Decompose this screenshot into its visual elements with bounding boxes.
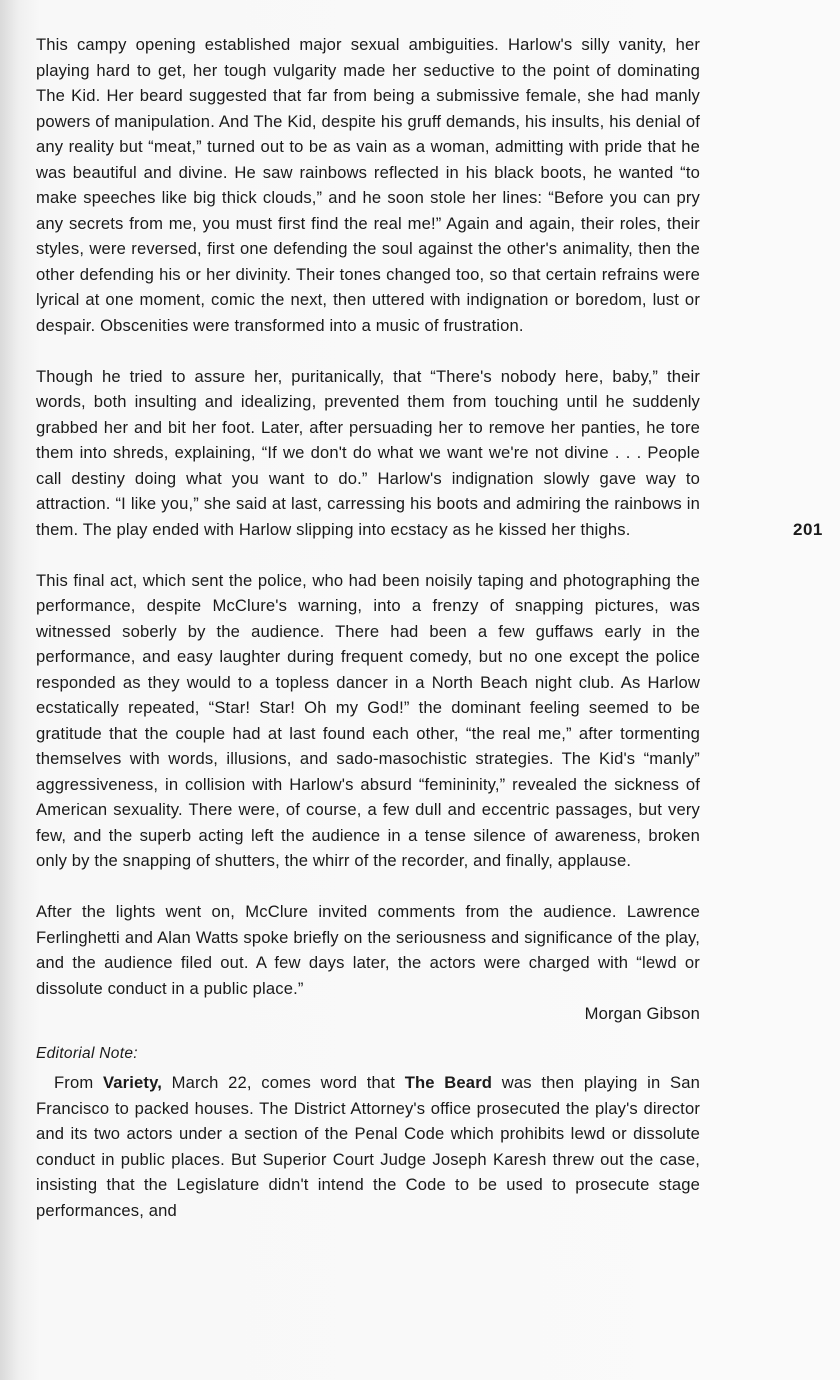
- editorial-note-play-title: The Beard: [404, 1073, 493, 1092]
- editorial-note-source: Variety,: [102, 1073, 162, 1092]
- editorial-note-text-1: From: [54, 1073, 103, 1092]
- paragraph-after-lights: After the lights went on, McClure invited comments from the audience. Lawrence Ferlinghetti and Alan Watts spoke briefly on the seriousness and significance of the play, and the audience filed out. A few days later, the actors were charged with “lewd or dissolute conduct in a public place.”: [36, 902, 700, 998]
- text-column: [36, 32, 700, 1223]
- paragraph-campy-opening: This campy opening established major sexual ambiguities. Harlow's silly vanity, her playing hard to get, her tough vulgarity made her seductive to the point of dominating The Kid. Her beard suggested that far from being a submissive female, she had manly powers of manipulation. And The Kid, despite his gruff demands, his insults, his denial of any reality but “meat,” turned out to be as vain as a woman, admitting with pride that he was beautiful and divine. He saw rainbows reflected in his black boots, he wanted “to make speeches like big thick clouds,” and he soon stole her lines: “Before you can pry any secrets from me, you must first find the real me!” Again and again, their roles, their styles, were reversed, first one defending the soul against the other's animality, then the other defending his or her divinity. Their tones changed too, so that certain refrains were lyrical at one moment, comic the next, then uttered with indignation or boredom, lust or despair. Obscenities were transformed into a music of frustration.: [36, 35, 700, 335]
- paragraph-final-act: This final act, which sent the police, who had been noisily taping and photographing the performance, despite McClure's warning, into a frenzy of snapping pictures, was witnessed soberly by the audience. There had been a few guffaws early in the performance, and easy laughter during frequent comedy, but no one except the police responded as they would to a topless dancer in a North Beach night club. As Harlow ecstatically repeated, “Star! Star! Oh my God!” the dominant feeling seemed to be gratitude that the couple had at last found each other, “the real me,” after tormenting themselves with words, illusions, and sado-masochistic strategies. The Kid's “manly” aggressiveness, in collision with Harlow's absurd “femininity,” revealed the sickness of American sexuality. There were, of course, a few dull and eccentric passages, but very few, and the superb acting left the audience in a tense silence of awareness, broken only by the snapping of shutters, the whirr of the recorder, and finally, applause.: [36, 570, 700, 870]
- editorial-note-text-3: was then playing in San Francisco to packed houses. The District Attorney's office prosecuted the play's director and its two actors under a section of the Penal Code which prohibits lewd or dissolute conduct in public places. But Superior Court Judge Joseph Karesh threw out the case, insisting that the Legislature didn't intend the Code to be used to prosecute stage performances, and: [36, 1073, 701, 1220]
- paragraph-puritanical-assurance: Though he tried to assure her, puritanically, that “There's nobody here, baby,” their words, both insulting and idealizing, prevented them from touching until he suddenly grabbed her and bit her foot. Later, after persuading her to remove her panties, he tore them into shreds, explaining, “If we don't do what we want we're not divine . . . People call destiny doing what you want to do.” Harlow's indignation slowly gave way to attraction. “I like you,” she said at last, carressing his boots and admiring the rainbows in them. The play ended with Harlow slipping into ecstacy as he kissed her thighs.: [36, 366, 700, 539]
- author-signature: Morgan Gibson: [584, 1004, 700, 1023]
- editorial-note-text-2: March 22, comes word that: [161, 1073, 405, 1092]
- editorial-note-label: Editorial Note:: [36, 1044, 138, 1062]
- editorial-note-paragraph: [36, 1070, 700, 1223]
- page-number: 201: [793, 520, 823, 539]
